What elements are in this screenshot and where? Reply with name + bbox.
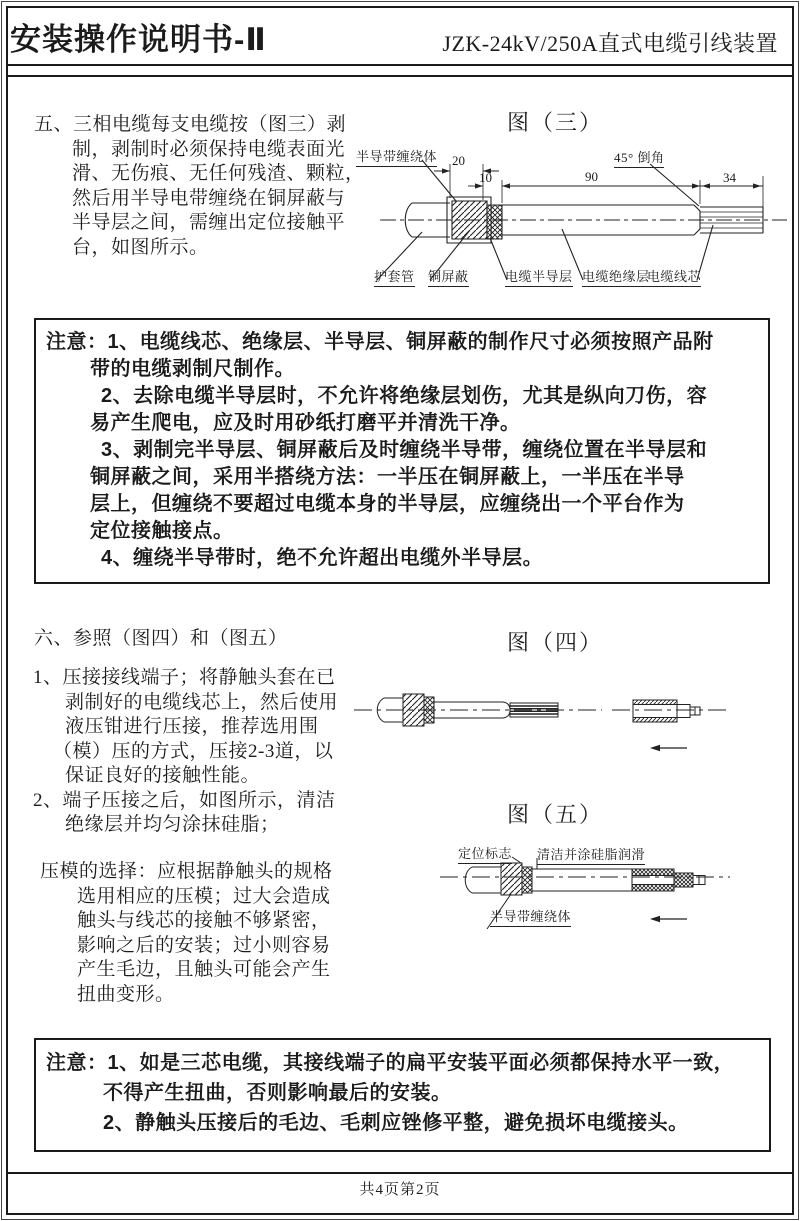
product-name: JZK-24kV/250A直式电缆引线装置 bbox=[442, 31, 778, 56]
section5-line: 五、三相电缆每支电缆按（图三）剥 bbox=[34, 114, 347, 135]
para-line: 压模的选择：应根据静触头的规格 bbox=[40, 861, 333, 882]
fig3-label-chamfer: 45° 倒角 bbox=[614, 147, 664, 168]
section5-line: 台，如图所示。 bbox=[72, 236, 209, 258]
fig3-semicon-shape bbox=[487, 205, 502, 239]
section6-item-line: 保证良好的接触性能。 bbox=[65, 765, 261, 786]
fig3-copper-shield-shape bbox=[452, 201, 487, 239]
die-selection-paragraph bbox=[40, 860, 370, 1007]
section5-paragraph bbox=[34, 113, 364, 260]
notice-box-2 bbox=[34, 1038, 771, 1152]
section6-item-line: 绝缘层并均匀涂抹硅脂； bbox=[65, 814, 280, 835]
section6-item-line: 1、压接接线端子；将静触头套在已 bbox=[33, 667, 336, 688]
notice1-line: 层上，但缠绕不要超过电缆本身的半导层，应缠绕出一个平台作为 bbox=[90, 493, 685, 515]
section6-item-line: 剥制好的电缆线芯上，然后使用 bbox=[65, 691, 339, 713]
notice1-line: 4、缠绕半导带时，绝不允许超出电缆外半导层。 bbox=[101, 547, 544, 569]
fig5-label-clean-grease: 清洁并涂硅脂润滑 bbox=[537, 844, 645, 865]
fig3-label-copper-shield: 铜屏蔽 bbox=[428, 266, 469, 287]
notice2-line: 不得产生扭曲，否则影响最后的安装。 bbox=[103, 1082, 452, 1104]
fig3-label-semicon-wrap: 半导带缠绕体 bbox=[356, 146, 437, 167]
fig3-label-cable-semicon: 电缆半导层 bbox=[505, 266, 573, 287]
fig4-copper-shield-shape bbox=[403, 694, 424, 726]
fig3-dim20-value: 20 bbox=[452, 153, 465, 168]
fig3-dim34-value: 34 bbox=[723, 170, 736, 185]
notice1-line: 铜屏蔽之间，采用半搭绕方法：一半压在铜屏蔽上，一半压在半导 bbox=[90, 466, 685, 488]
figure4-title: 图（四） bbox=[506, 630, 603, 655]
fig4-terminal-shape bbox=[633, 700, 700, 722]
section5-line: 半导层之间，需缠出定位接触平 bbox=[72, 212, 346, 233]
figure5-title: 图（五） bbox=[506, 802, 603, 827]
fig5-sheath-shape bbox=[465, 867, 501, 893]
fig3-dim90-value: 90 bbox=[585, 169, 598, 184]
para-line: 扭曲变形。 bbox=[77, 983, 175, 1005]
header-separator bbox=[6, 64, 794, 77]
notice1-line: 3、剥制完半导层、铜屏蔽后及时缠绕半导带，缠绕位置在半导层和 bbox=[101, 439, 708, 461]
fig4-semicon-shape bbox=[424, 697, 434, 723]
fig3-label-cable-insulation: 电缆绝缘层 bbox=[582, 266, 650, 287]
fig5-label-position-mark: 定位标志 bbox=[458, 843, 512, 864]
fig5-insulation-shape bbox=[532, 869, 632, 891]
para-line: 产生毛边，且触头可能会产生 bbox=[77, 959, 331, 980]
notice2-line: 注意：1、如是三芯电缆，其接线端子的扁平安装平面必须都保持水平一致， bbox=[46, 1052, 735, 1074]
section6-items bbox=[33, 666, 363, 838]
section5-line: 滑、无伤痕、无任何残渣、颗粒， bbox=[72, 163, 365, 184]
fig5-semicon-wrap-shape bbox=[501, 863, 522, 895]
para-line: 影响之后的安装；过小则容易 bbox=[77, 934, 331, 956]
fig5-slide-arrow bbox=[650, 916, 687, 922]
notice1-line: 定位接触接点。 bbox=[90, 520, 234, 542]
fig5-terminal-shape bbox=[632, 869, 705, 891]
notice1-line: 易产生爬电，应及时用砂纸打磨平并清洗干净。 bbox=[90, 412, 521, 434]
notice1-line: 带的电缆剥制尺制作。 bbox=[90, 358, 295, 380]
notice2-line: 2、静触头压接后的毛边、毛刺应锉修平整，避免损坏电缆接头。 bbox=[103, 1112, 689, 1134]
fig4-slide-arrow bbox=[650, 745, 687, 751]
section6-item-line: 2、端子压接之后，如图所示，清洁 bbox=[33, 789, 336, 811]
para-line: 触头与线芯的接触不够紧密， bbox=[77, 910, 331, 931]
fig3-label-cable-core: 电缆线芯 bbox=[647, 266, 701, 287]
fig3-label-sheath: 护套管 bbox=[374, 266, 415, 287]
notice1-line: 注意：1、电缆线芯、绝缘层、半导层、铜屏蔽的制作尺寸必须按照产品附 bbox=[46, 331, 714, 353]
section6-heading: 六、参照（图四）和（图五） bbox=[34, 628, 288, 649]
section6-item-line: 液压钳进行压接，推荐选用围 bbox=[65, 716, 319, 737]
para-line: 选用相应的压模；过大会造成 bbox=[77, 885, 331, 907]
figure3-title: 图（三） bbox=[506, 110, 603, 135]
section6-item-line: （模）压的方式，压接2-3道，以 bbox=[53, 740, 334, 762]
fig5-label-semicon-wrap: 半导带缠绕体 bbox=[490, 906, 571, 927]
fig3-extension-lines bbox=[450, 164, 763, 207]
fig5-position-mark-leader bbox=[512, 857, 521, 863]
section5-line: 制，剥制时必须保持电缆表面光 bbox=[72, 138, 346, 160]
fig3-dim10-value: 10 bbox=[479, 170, 492, 185]
page-number: 共4页第2页 bbox=[359, 1182, 441, 1198]
fig5-semicon-shape bbox=[522, 867, 532, 893]
fig3-dim90-line bbox=[502, 183, 700, 188]
figure4-diagram bbox=[340, 670, 800, 770]
fig3-chamfer-leader bbox=[650, 164, 699, 206]
notice1-line: 2、去除电缆半导层时，不允许将绝缘层划伤，尤其是纵向刀伤，容 bbox=[101, 385, 708, 407]
notice-box-1 bbox=[34, 318, 770, 584]
footer-separator bbox=[6, 1172, 794, 1174]
document-title: 安装操作说明书-Ⅱ bbox=[10, 22, 267, 57]
section5-line: 然后用半导电带缠绕在铜屏蔽与 bbox=[72, 187, 346, 209]
